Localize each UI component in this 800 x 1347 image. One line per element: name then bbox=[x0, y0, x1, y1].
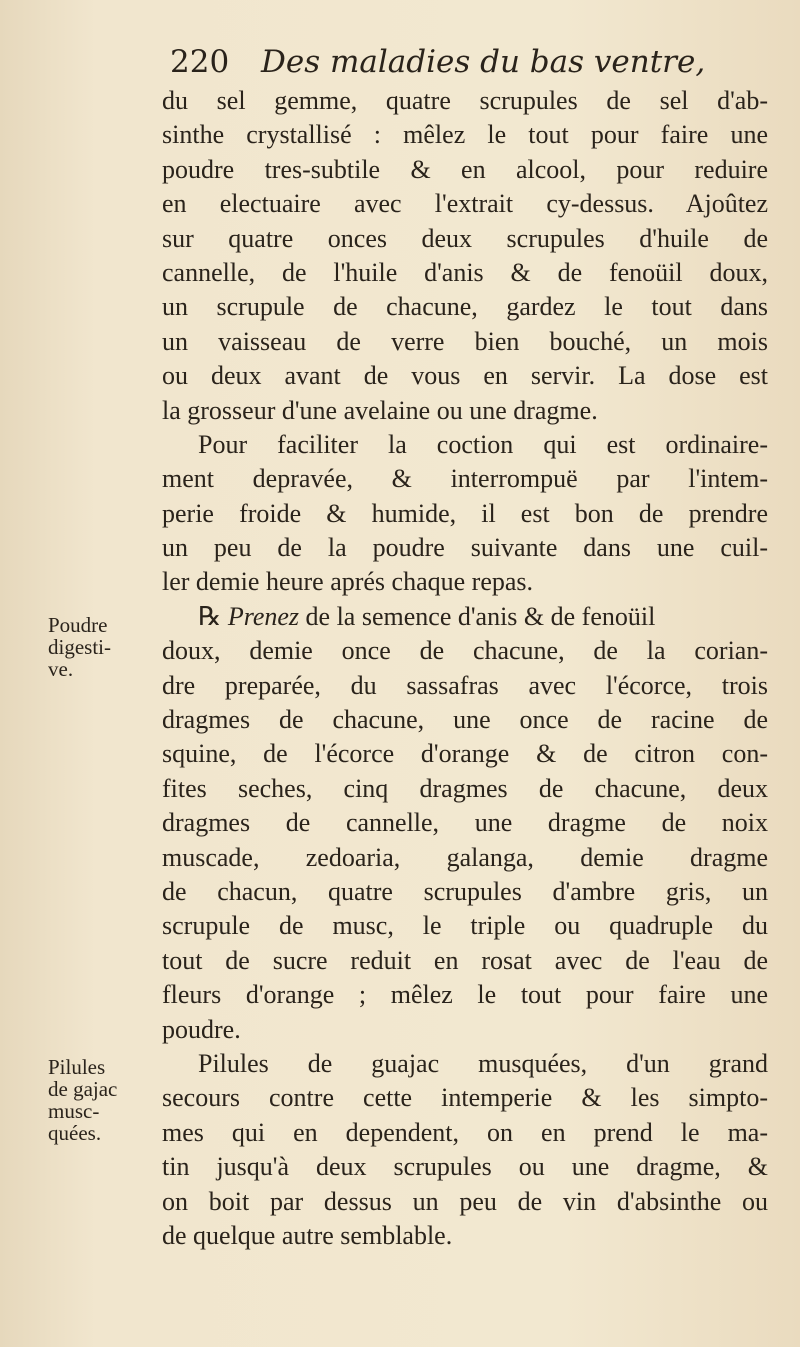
text-line: de chacun, quatre scrupules d'ambre gris, un bbox=[162, 876, 768, 906]
body-text bbox=[162, 84, 768, 1253]
text-line: scrupule de musc, le triple ou quadruple du bbox=[162, 911, 768, 941]
margin-note-line: musc- bbox=[48, 1099, 100, 1123]
prenez-word: Prenez bbox=[227, 601, 300, 631]
margin-note-line: Poudre bbox=[48, 613, 108, 637]
margin-note-line: ve. bbox=[48, 657, 74, 681]
running-title: Des maladies du bas ventre, bbox=[261, 44, 706, 80]
text-line: la grosseur d'une avelaine ou une dragme. bbox=[162, 395, 598, 425]
margin-note-poudre bbox=[48, 614, 158, 680]
text-line: poudre tres-subtile & en alcool, pour reduire bbox=[162, 154, 768, 184]
text-line: ler demie heure aprés chaque repas. bbox=[162, 567, 534, 597]
running-header bbox=[170, 44, 730, 88]
text-line: un scrupule de chacune, gardez le tout dans bbox=[162, 292, 768, 322]
page-number: 220 bbox=[170, 44, 230, 80]
margin-note-line: digesti- bbox=[48, 635, 111, 659]
text-line: muscade, zedoaria, galanga, demie dragme bbox=[162, 842, 768, 872]
text-line: doux, demie once de chacune, de la corian- bbox=[162, 636, 768, 666]
margin-note-line: de gajac bbox=[48, 1077, 118, 1101]
text-line: dre preparée, du sassafras avec l'écorce, trois bbox=[162, 670, 768, 700]
text-line: fites seches, cinq dragmes de chacune, deux bbox=[162, 773, 768, 803]
text-line: tout de sucre reduit en rosat avec de l'eau de bbox=[162, 945, 768, 975]
text-line: cannelle, de l'huile d'anis & de fenoüil doux, bbox=[162, 257, 768, 287]
text-line: sinthe crystallisé : mêlez le tout pour faire une bbox=[162, 120, 768, 150]
text-line: ou deux avant de vous en servir. La dose est bbox=[162, 361, 768, 391]
text-line: de la semence d'anis & de fenoüil bbox=[305, 601, 656, 631]
text-line: perie froide & humide, il est bon de prendre bbox=[162, 498, 768, 528]
text-line: du sel gemme, quatre scrupules de sel d'ab- bbox=[162, 86, 768, 115]
text-line: Pilules de guajac musquées, d'un grand bbox=[198, 1048, 768, 1078]
text-line: dragmes de cannelle, une dragme de noix bbox=[162, 808, 768, 838]
text-line: en electuaire avec l'extrait cy-dessus. Ajoûtez bbox=[162, 189, 768, 219]
recipe-symbol: ℞ bbox=[198, 601, 222, 631]
margin-note-line: quées. bbox=[48, 1121, 102, 1145]
text-line: dragmes de chacune, une once de racine de bbox=[162, 705, 768, 735]
text-line: mes qui en dependent, on en prend le ma- bbox=[162, 1117, 768, 1147]
text-line: ment depravée, & interrompuë par l'intem- bbox=[162, 464, 768, 494]
text-line: squine, de l'écorce d'orange & de citron con- bbox=[162, 739, 768, 769]
recipe-first-line bbox=[162, 600, 768, 634]
margin-note-line: Pilules bbox=[48, 1055, 106, 1079]
text-line: on boit par dessus un peu de vin d'absinthe ou bbox=[162, 1186, 768, 1216]
text-line: poudre. bbox=[162, 1014, 241, 1044]
text-line: un vaisseau de verre bien bouché, un mois bbox=[162, 326, 768, 356]
margin-note-pilules bbox=[48, 1056, 158, 1144]
text-line: Pour faciliter la coction qui est ordinaire- bbox=[198, 429, 768, 459]
text-line: de quelque autre semblable. bbox=[162, 1220, 453, 1250]
text-line: un peu de la poudre suivante dans une cuil- bbox=[162, 533, 768, 563]
text-line: sur quatre onces deux scrupules d'huile de bbox=[162, 223, 768, 253]
text-line: secours contre cette intemperie & les simpto- bbox=[162, 1083, 768, 1113]
text-line: tin jusqu'à deux scrupules ou une dragme, & bbox=[162, 1152, 768, 1182]
text-line: fleurs d'orange ; mêlez le tout pour faire une bbox=[162, 980, 768, 1010]
